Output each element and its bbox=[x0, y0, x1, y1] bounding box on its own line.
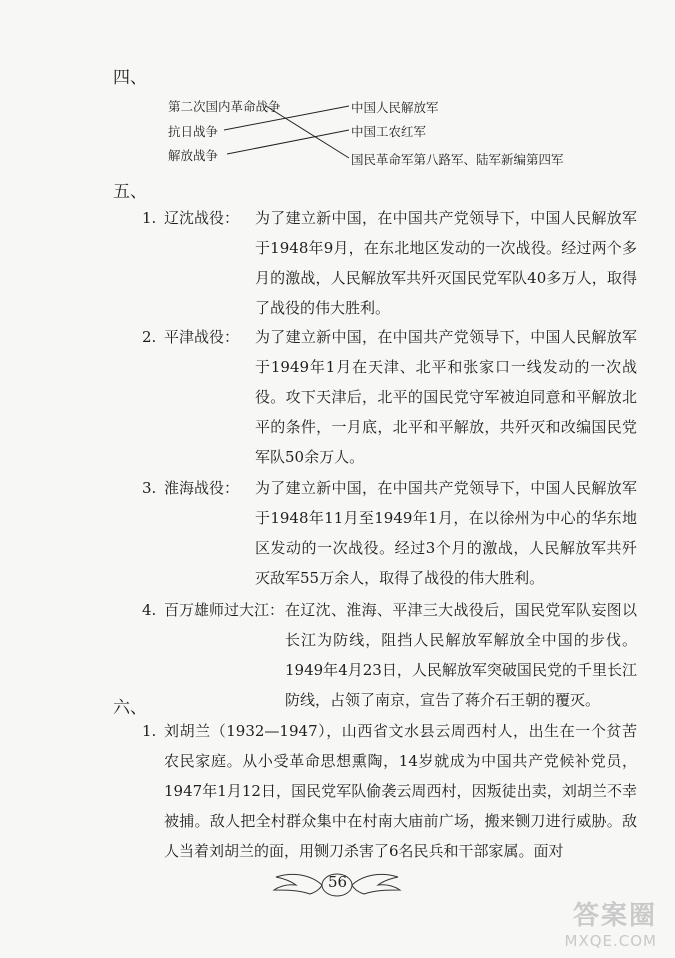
section-5-heading: 五、 bbox=[113, 182, 147, 202]
section-6-heading: 六、 bbox=[113, 698, 147, 718]
item-text: 为了建立新中国，在中国共产党领导下，中国人民解放军于1949年1月在天津、北平和张家口一线发动的一次战役。攻下天津后，北平的国民党守军被迫同意和平解放北平的条件，一月底，北平和平解放，共歼灭和改编国民党军队50余万人。 bbox=[255, 328, 637, 466]
answer-item bbox=[142, 716, 642, 866]
answer-item bbox=[142, 473, 642, 593]
page-number-text: 56 bbox=[327, 873, 348, 891]
army-label-1: 中国人民解放军 bbox=[351, 100, 439, 115]
item-label: 平津战役： bbox=[164, 328, 240, 346]
watermark-url: MXQE.COM bbox=[564, 932, 657, 950]
item-text: 为了建立新中国，在中国共产党领导下，中国人民解放军于1948年11月至1949年1月，在以徐州为中心的华东地区发动的一次战役。经过3个月的激战，人民解放军共歼灭敌军55万余人，取得了战役的伟大胜利。 bbox=[255, 479, 637, 587]
army-label-2: 中国工农红军 bbox=[351, 124, 427, 139]
answer-item bbox=[142, 203, 642, 323]
item-text: 在辽沈、淮海、平津三大战役后，国民党军队妄图以长江为防线，阻挡人民解放军解放全中国的步伐。1949年4月23日，人民解放军突破国民党的千里长江防线，占领了南京，宣告了蒋介石王朝的覆灭。 bbox=[285, 601, 637, 709]
item-text: 刘胡兰（1932—1947），山西省文水县云周西村人，出生在一个贫苦农民家庭。从小受革命思想熏陶，14岁就成为中国共产党候补党员，1947年1月12日，国民党军队偷袭云周西村，因叛徒出卖，刘胡兰不幸被捕。敌人把全村群众集中在村南大庙前广场，搬来铡刀进行威胁。敌人当着刘胡兰的面，用铡刀杀害了6名民兵和干部家属。面对 bbox=[164, 722, 637, 860]
item-label: 淮海战役： bbox=[164, 479, 240, 497]
answer-item bbox=[142, 322, 642, 472]
matching-lines bbox=[0, 0, 675, 200]
watermark-title: 答案圈 bbox=[572, 901, 657, 931]
answer-item bbox=[142, 595, 642, 715]
item-number: 2. bbox=[142, 328, 157, 346]
item-number: 4. bbox=[142, 601, 157, 619]
war-label-3: 解放战争 bbox=[168, 148, 219, 163]
item-number: 3. bbox=[142, 479, 157, 497]
item-label: 百万雄师过大江： bbox=[164, 601, 285, 619]
watermark bbox=[565, 895, 658, 950]
war-label-1: 第二次国内革命战争 bbox=[168, 99, 281, 114]
item-number: 1. bbox=[142, 209, 157, 227]
war-label-2: 抗日战争 bbox=[168, 124, 219, 139]
army-label-3: 国民革命军第八路军、陆军新编第四军 bbox=[351, 152, 564, 167]
section-4-heading: 四、 bbox=[113, 68, 147, 88]
item-text: 为了建立新中国，在中国共产党领导下，中国人民解放军于1948年9月，在东北地区发动的一次战役。经过两个多月的激战，人民解放军共歼灭国民党军队40多万人，取得了战役的伟大胜利。 bbox=[255, 209, 637, 317]
page-number bbox=[0, 872, 675, 891]
item-label: 辽沈战役： bbox=[164, 209, 240, 227]
item-number: 1. bbox=[142, 722, 157, 740]
